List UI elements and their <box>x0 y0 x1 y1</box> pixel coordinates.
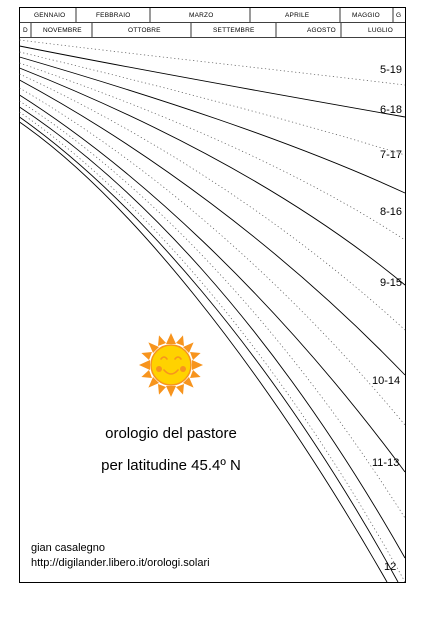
month-febbraio: FEBBRAIO <box>96 12 131 19</box>
month-dicembre: D <box>23 27 28 34</box>
curve-11-13 <box>20 117 399 582</box>
month-agosto: AGOSTO <box>307 27 336 34</box>
month-giugno: G <box>396 12 402 19</box>
curve-5-19 <box>20 46 406 117</box>
month-luglio: LUGLIO <box>368 27 394 34</box>
hour-label-6-18: 6-18 <box>380 104 403 116</box>
month-gennaio: GENNAIO <box>34 12 66 19</box>
month-settembre: SETTEMBRE <box>213 27 255 34</box>
curve-6-18 <box>20 57 406 193</box>
month-novembre: NOVEMBRE <box>43 27 82 34</box>
curve-9-15 <box>20 95 406 472</box>
month-ottobre: OTTOBRE <box>128 27 161 34</box>
month-maggio: MAGGIO <box>352 12 380 19</box>
curve-10-14 <box>20 107 406 558</box>
author-name: gian casalegno <box>31 542 106 554</box>
curve-12 <box>20 122 388 582</box>
half-hour-curves <box>20 40 406 582</box>
month-aprile: APRILE <box>285 12 310 19</box>
hour-label-11-13: 11-13 <box>372 457 400 469</box>
hour-label-9-15: 9-15 <box>380 277 403 289</box>
month-marzo: MARZO <box>189 12 214 19</box>
hour-label-10-14: 10-14 <box>372 375 401 387</box>
dial-subtitle: per latitudine 45.4º N <box>101 457 241 474</box>
hour-label-7-17: 7-17 <box>380 149 403 161</box>
hour-label-8-16: 8-16 <box>380 206 403 218</box>
hour-label-12: 12 <box>384 561 397 573</box>
hour-label-5-19: 5-19 <box>380 64 403 76</box>
author-url: http://digilander.libero.it/orologi.solari <box>31 557 210 569</box>
dial-title: orologio del pastore <box>105 425 237 442</box>
smiling-sun-icon <box>139 333 203 397</box>
hour-curves <box>20 46 406 582</box>
curve-8-16 <box>20 80 406 375</box>
